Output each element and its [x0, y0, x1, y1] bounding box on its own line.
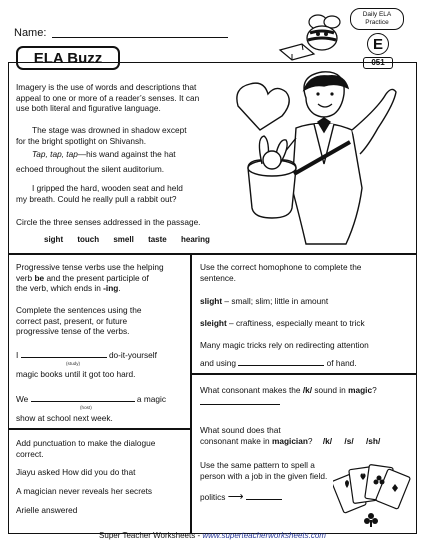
hint-study: (study) [66, 361, 81, 366]
dialogue-line-1[interactable]: Jiayu asked How did you do that [16, 467, 136, 477]
sense-hearing[interactable]: hearing [180, 235, 210, 244]
passage-paragraph-1: The stage was drowned in shadow except for the bright spotlight on Shivansh. [16, 125, 187, 146]
level-letter: E [367, 33, 389, 55]
circle-senses-instruction: Circle the three senses addressed in the passage. [16, 217, 201, 227]
senses-options [44, 235, 222, 244]
playing-cards-icon [333, 458, 411, 530]
answer-blank-politics[interactable] [246, 499, 282, 500]
name-field[interactable] [52, 37, 228, 38]
consonant-question-1: What consonant makes the /k/ sound in magic? [200, 385, 377, 395]
progressive-sentence-2: We a magic [16, 394, 166, 404]
progressive-sentence-2-cont: show at school next week. [16, 413, 113, 423]
sense-smell[interactable]: smell [113, 235, 134, 244]
practice-label: Daily ELA Practice [350, 8, 404, 30]
answer-blank-study[interactable] [21, 357, 107, 358]
answer-blank-host[interactable] [31, 401, 135, 402]
consonant-question-2: What sound does that consonant make in magician? /k/ /s/ /sh/ [200, 425, 381, 446]
sense-touch[interactable]: touch [77, 235, 100, 244]
worksheet-title: ELA Buzz [16, 46, 120, 70]
answer-blank-homophone[interactable] [238, 365, 324, 366]
dialogue-line-2[interactable]: A magician never reveals her secrets [16, 486, 153, 496]
magician-illustration [228, 68, 410, 252]
progressive-explanation: Progressive tense verbs use the helping verb be and the present participle of the verb, which ends in -ing. [16, 262, 164, 293]
answer-blank-consonant[interactable] [200, 404, 280, 405]
dialogue-line-3[interactable]: Arielle answered [16, 505, 78, 515]
hint-host: (host) [80, 405, 92, 410]
sense-sight[interactable]: sight [44, 235, 64, 244]
spelling-pattern-instructions: Use the same pattern to spell a person with a job in the given field. [200, 460, 328, 481]
footer: Super Teacher Worksheets - www.superteacherworksheets.com [99, 531, 326, 540]
bee-reading-book-icon [270, 10, 350, 65]
progressive-instructions: Complete the sentences using the correct past, present, or future progressive tense of the verbs. [16, 305, 142, 336]
sound-option-sh[interactable]: /sh/ [365, 435, 381, 446]
progressive-sentence-1-cont: magic books until it got too hard. [16, 369, 136, 379]
footer-url[interactable]: www.superteacherworksheets.com [202, 531, 326, 540]
homophone-sleight: sleight – craftiness, especially meant to trick [200, 318, 365, 328]
homophone-instructions: Use the correct homophone to complete the sentence. [200, 262, 362, 283]
arrow-icon: ⟶ [227, 491, 244, 503]
sense-taste[interactable]: taste [148, 235, 167, 244]
homophone-sentence: Many magic tricks rely on redirecting attention [200, 340, 369, 350]
progressive-sentence-1: I do-it-yourself [16, 350, 157, 360]
homophone-slight: slight – small; slim; little in amount [200, 296, 329, 306]
sound-option-k[interactable]: /k/ [322, 435, 333, 446]
politics-prompt: politics ⟶ [200, 492, 282, 503]
practice-corner [350, 8, 406, 69]
sound-option-s[interactable]: /s/ [344, 435, 354, 446]
imagery-intro: Imagery is the use of words and descriptions that appeal to one or more of a reader’s senses. It can use both literal and figurative language. [16, 82, 200, 113]
worksheet-number: 051 [363, 57, 393, 69]
punctuation-instructions: Add punctuation to make the dialogue correct. [16, 438, 156, 459]
passage-paragraph-2: Tap, tap, tap—his wand against the hat echoed throughout the silent auditorium. [16, 149, 176, 174]
name-label: Name: [14, 27, 47, 39]
homophone-sentence-cont: and using of hand. [200, 358, 357, 368]
passage-paragraph-3: I gripped the hard, wooden seat and held my breath. Could he really pull a rabbit out? [16, 183, 183, 204]
